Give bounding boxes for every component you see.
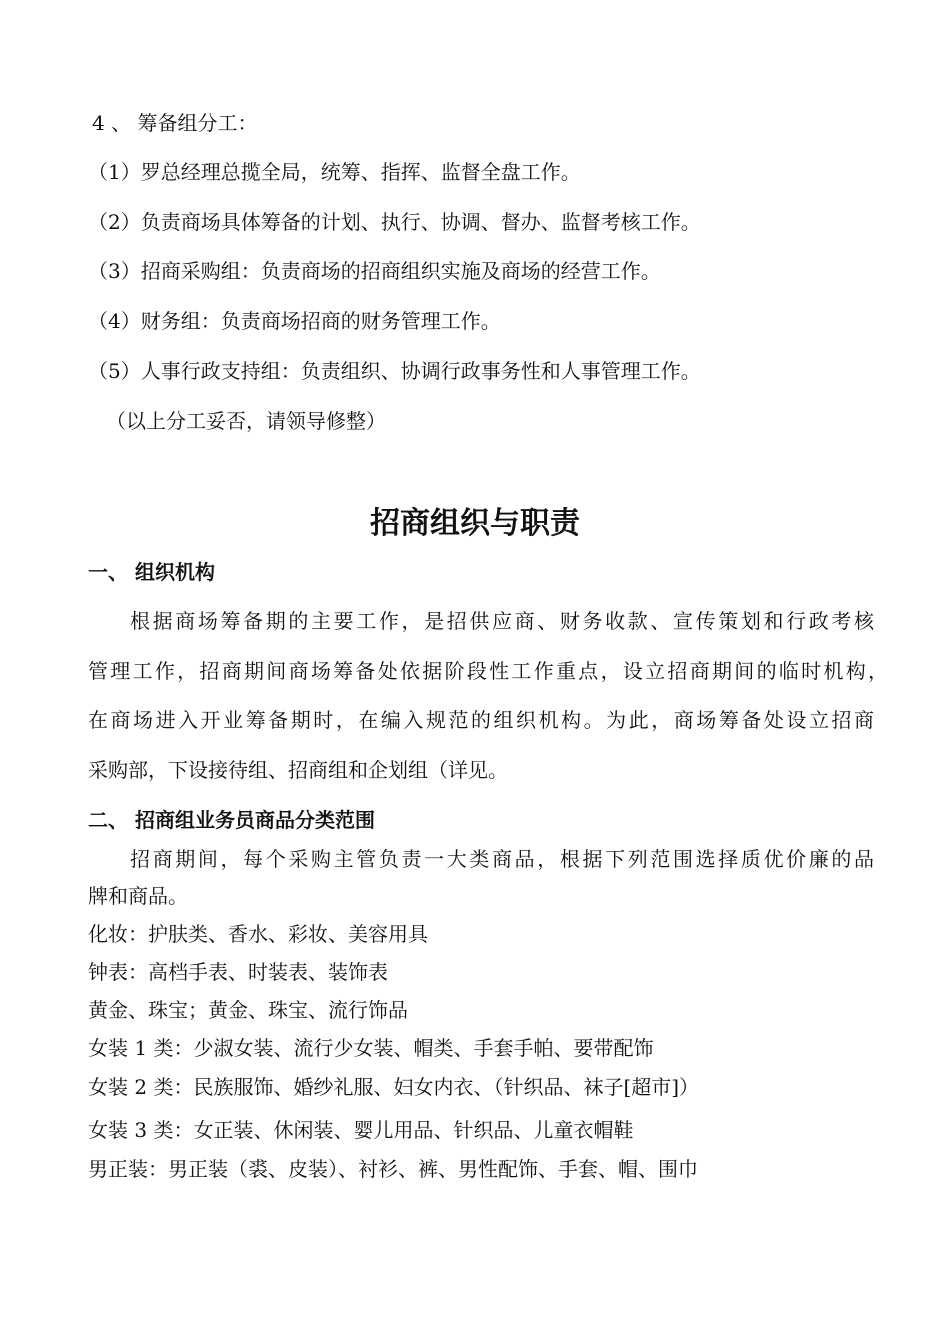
part1-heading: 一、 组织机构 <box>88 560 215 584</box>
part2-heading: 二、 招商组业务员商品分类范围 <box>88 808 375 832</box>
section4-note: （以上分工妥否，请领导修整） <box>106 409 386 433</box>
section4-heading: 4 、 筹备组分工： <box>92 111 258 135</box>
part2-intro-line-2: 牌和商品。 <box>88 884 188 908</box>
category-womens-2: 女装 2 类：民族服饰、婚纱礼服、妇女内衣、（针织品、袜子[超市]） <box>88 1075 700 1099</box>
category-gold-jewelry: 黄金、珠宝；黄金、珠宝、流行饰品 <box>88 998 408 1022</box>
part1-paragraph-line-1: 根据商场筹备期的主要工作，是招供应商、财务收款、宣传策划和行政考核 <box>130 609 874 633</box>
category-cosmetics: 化妆：护肤类、香水、彩妆、美容用具 <box>88 922 428 946</box>
section4-item-5: （5）人事行政支持组：负责组织、协调行政事务性和人事管理工作。 <box>88 359 701 383</box>
section4-item-4: （4）财务组：负责商场招商的财务管理工作。 <box>88 309 501 333</box>
category-watches: 钟表：高档手表、时装表、装饰表 <box>88 960 388 984</box>
category-womens-3: 女装 3 类：女正装、休闲装、婴儿用品、针织品、儿童衣帽鞋 <box>88 1118 634 1142</box>
section4-item-3: （3）招商采购组：负责商场的招商组织实施及商场的经营工作。 <box>88 259 661 283</box>
part1-paragraph-line-2: 管理工作，招商期间商场筹备处依据阶段性工作重点，设立招商期间的临时机构， <box>88 659 888 683</box>
part1-paragraph-line-4: 采购部，下设接待组、招商组和企划组（详见。 <box>88 758 508 782</box>
category-womens-1: 女装 1 类：少淑女装、流行少女装、帽类、手套手帕、要带配饰 <box>88 1036 654 1060</box>
section4-item-2: （2）负责商场具体筹备的计划、执行、协调、督办、监督考核工作。 <box>88 210 701 234</box>
part2-intro-line-1: 招商期间，每个采购主管负责一大类商品，根据下列范围选择质优价廉的品 <box>130 847 874 871</box>
part1-paragraph-line-3: 在商场进入开业筹备期时，在编入规范的组织机构。为此，商场筹备处设立招商 <box>88 708 874 732</box>
section4-item-1: （1）罗总经理总揽全局，统筹、指挥、监督全盘工作。 <box>88 160 581 184</box>
main-title: 招商组织与职责 <box>370 506 580 541</box>
category-mens-formal: 男正装：男正装（裘、皮装）、衬衫、裤、男性配饰、手套、帽、围巾 <box>88 1157 698 1181</box>
